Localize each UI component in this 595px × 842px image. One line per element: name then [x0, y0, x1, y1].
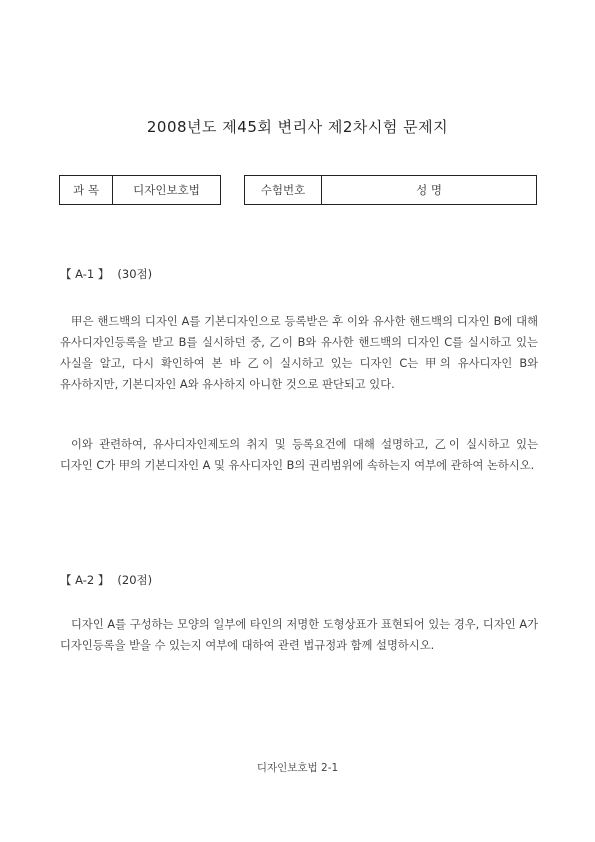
page-title: 2008년도 제45회 변리사 제2차시험 문제지	[146, 118, 449, 136]
question-a2-heading	[60, 572, 152, 588]
question-a1-heading	[60, 266, 152, 282]
question-points: (20점)	[117, 573, 153, 587]
subject-value: 디자인보호법	[133, 183, 200, 197]
question-a1-paragraph-2: 이와 관련하여, 유사디자인제도의 취지 및 등록요건에 대해 설명하고, 乙이 실시하고 있는 디자인 C가 甲의 기본디자인 A 및 유사디자인 B의 권리범위에 속하는지 여부에 관하여 논하시오.	[60, 438, 538, 472]
exam-number-label: 수험번호	[260, 183, 306, 197]
question-a1-paragraph-1: 甲은 핸드백의 디자인 A를 기본디자인으로 등록받은 후 이와 유사한 핸드백의 디자인 B에 대해 유사디자인등록을 받고 B를 실시하던 중, 乙이 B와 유사한 핸드백의 디자인 C를 실시하고 있는 사실을 알고, 다시 확인하여 본 바 乙이 실시하고 있는 디자인 C는 甲의 유사디자인 B와 유사하지만, 기본디자인 A와 유사하지 아니한 것으로 판단되고 있다.	[60, 315, 538, 391]
subject-box	[59, 175, 221, 205]
question-a2-paragraph-1: 디자인 A를 구성하는 모양의 일부에 타인의 저명한 도형상표가 표현되어 있는 경우, 디자인 A가 디자인등록을 받을 수 있는지 여부에 대하여 관련 법규정과 함께 설명하시오.	[60, 618, 538, 652]
exam-number-box	[244, 175, 537, 205]
exam-name-label: 성 명	[416, 183, 442, 197]
question-points: (30점)	[117, 267, 153, 281]
subject-label: 과 목	[73, 183, 99, 197]
page-footer: 디자인보호법 2-1	[256, 762, 339, 774]
question-label: 【 A-2 】	[60, 573, 110, 587]
question-label: 【 A-1 】	[60, 267, 110, 281]
